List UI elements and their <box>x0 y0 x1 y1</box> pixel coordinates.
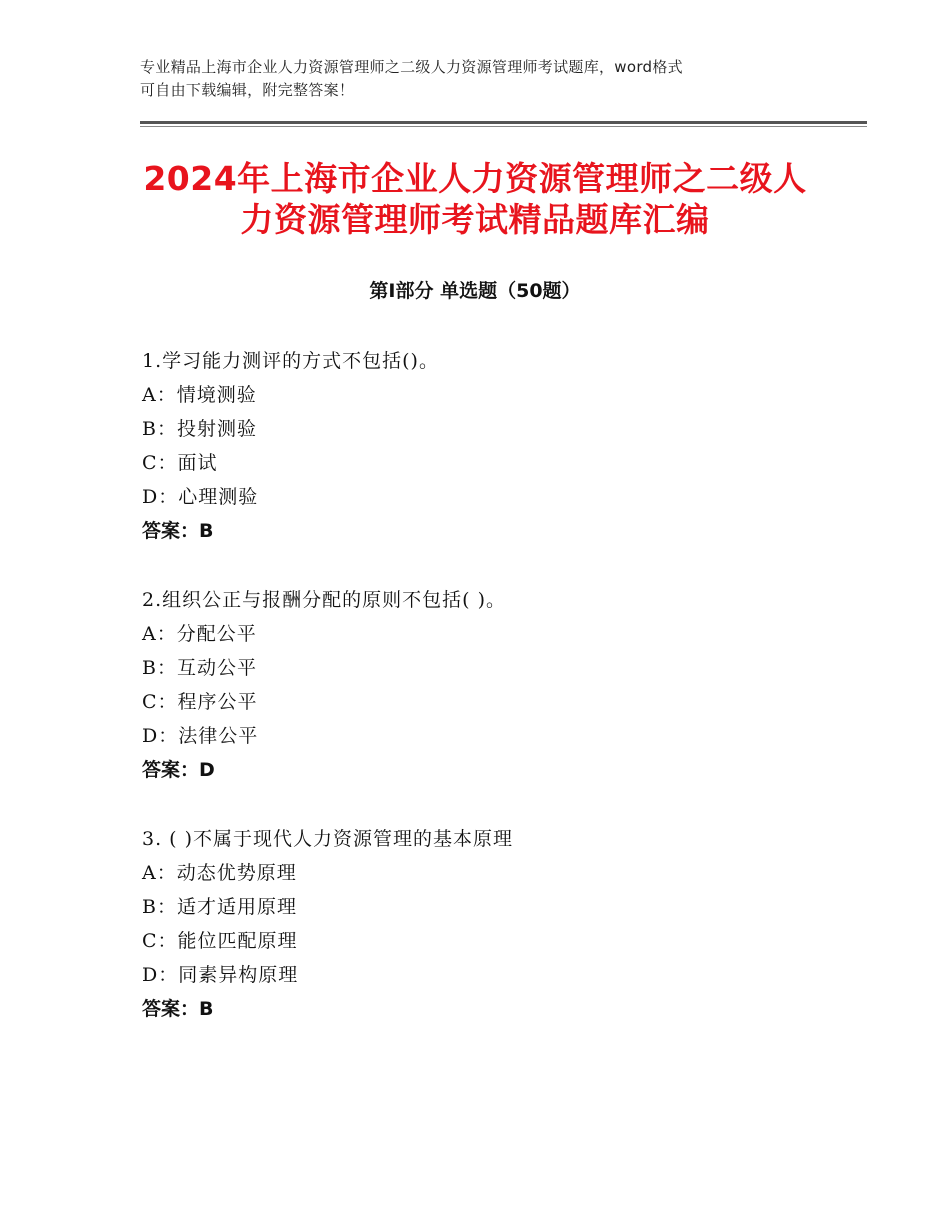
question-3 <box>142 822 862 1026</box>
option-b: B：互动公平 <box>142 657 257 679</box>
option-c: C：程序公平 <box>142 691 258 713</box>
question-1 <box>142 344 862 548</box>
question-stem: 2.组织公正与报酬分配的原则不包括( )。 <box>142 589 506 611</box>
option-c: C：能位匹配原理 <box>142 930 298 952</box>
question-stem: 3. ( )不属于现代人力资源管理的基本原理 <box>142 828 514 850</box>
answer: 答案：B <box>142 998 214 1020</box>
option-b: B：投射测验 <box>142 418 257 440</box>
header-divider-thin <box>140 126 867 127</box>
question-spacer <box>142 548 862 583</box>
option-a: A：分配公平 <box>142 623 257 645</box>
question-stem: 1.学习能力测评的方式不包括()。 <box>142 350 439 372</box>
option-a: A：动态优势原理 <box>142 862 297 884</box>
header-note-line-1: 专业精品上海市企业人力资源管理师之二级人力资源管理师考试题库，word格式 <box>140 58 683 76</box>
option-d: D：同素异构原理 <box>142 964 299 986</box>
document-title-line-1: 2024年上海市企业人力资源管理师之二级人 <box>143 159 807 198</box>
option-d: D：心理测验 <box>142 486 259 508</box>
option-c: C：面试 <box>142 452 218 474</box>
question-spacer <box>142 787 862 822</box>
document-title-line-2: 力资源管理师考试精品题库汇编 <box>240 200 710 239</box>
answer: 答案：B <box>142 520 214 542</box>
answer: 答案：D <box>142 759 215 781</box>
question-list <box>142 344 862 1026</box>
section-heading: 第Ⅰ部分 单选题（50题） <box>369 280 581 302</box>
option-a: A：情境测验 <box>142 384 257 406</box>
header-note-line-2: 可自由下载编辑，附完整答案！ <box>140 81 355 99</box>
option-d: D：法律公平 <box>142 725 259 747</box>
header-note <box>140 56 830 102</box>
option-b: B：适才适用原理 <box>142 896 297 918</box>
header-divider-thick <box>140 121 867 124</box>
question-2 <box>142 583 862 787</box>
document-title <box>100 158 850 240</box>
